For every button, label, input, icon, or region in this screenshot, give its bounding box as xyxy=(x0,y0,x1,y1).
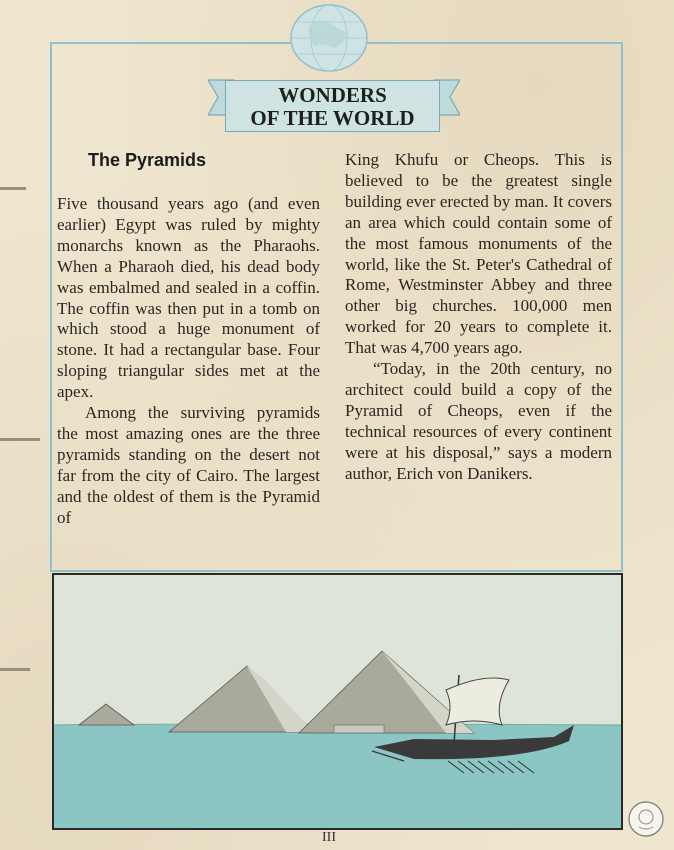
left-column xyxy=(57,194,320,529)
title-banner xyxy=(225,80,440,132)
binding-mark xyxy=(0,438,40,441)
library-stamp-icon xyxy=(627,800,665,838)
banner-title-line-1: WONDERS xyxy=(278,83,387,107)
paragraph: Among the surviving pyramids the most amazing ones are the three pyramids standing on the desert not far from the city of Cairo. The largest and the oldest of them is the Pyramid of xyxy=(57,403,320,527)
pyramids-scene xyxy=(54,575,621,828)
paragraph: “Today, in the 20th century, no architect could build a copy of the Pyramid of Cheops, even if the technical resources of every continent were at his disposal,” says a modern author, Erich von Danikers. xyxy=(345,359,612,483)
binding-mark xyxy=(0,668,30,671)
right-column xyxy=(345,150,612,485)
paragraph: King Khufu or Cheops. This is believed to be the greatest single building ever erected by man. It covers an area which could contain some of the most famous monuments of the world, like the St. Peter's Cathedral of Rome, Westminster Abbey and three other big churches. 100,000 men worked for 20 years to complete it. That was 4,700 years ago. xyxy=(345,150,612,358)
pyramids-illustration xyxy=(52,573,623,830)
article-heading: The Pyramids xyxy=(88,150,207,170)
globe-icon xyxy=(289,2,369,72)
binding-mark xyxy=(0,187,26,190)
paragraph: Five thousand years ago (and even earlier) Egypt was ruled by mighty monarchs known as the Pharaohs. When a Pharaoh died, his dead body was embalmed and sealed in a coffin. The coffin was then put in a tomb on which stood a huge monument of stone. It had a rectangular base. Four sloping triangular sides met at the apex. xyxy=(57,194,320,402)
banner-title-line-2: OF THE WORLD xyxy=(250,106,415,130)
page-number: III xyxy=(322,830,336,845)
